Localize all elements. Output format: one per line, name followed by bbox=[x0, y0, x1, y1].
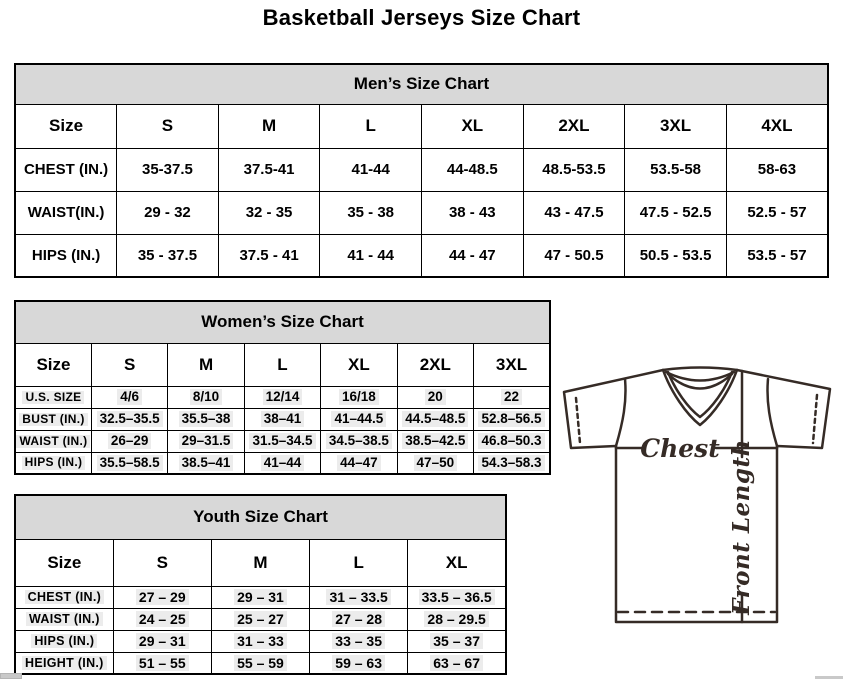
table-row bbox=[15, 386, 550, 408]
collar-v-inner bbox=[668, 372, 732, 417]
size-value-cell: 32 - 35 bbox=[218, 191, 320, 234]
cell-text: 38–41 bbox=[261, 411, 305, 427]
cell-text: 25 – 27 bbox=[234, 611, 287, 627]
size-value-cell bbox=[321, 386, 397, 408]
cell-text: 55 – 59 bbox=[234, 655, 287, 671]
size-value-cell: 35 - 38 bbox=[320, 191, 422, 234]
size-value-cell bbox=[408, 652, 506, 674]
size-value-cell: 47.5 - 52.5 bbox=[625, 191, 727, 234]
row-label bbox=[15, 652, 113, 674]
cell-text: 29 – 31 bbox=[234, 589, 287, 605]
size-value-cell bbox=[91, 386, 167, 408]
size-value-cell: 29 - 32 bbox=[117, 191, 219, 234]
size-value-cell bbox=[168, 386, 244, 408]
column-header-size: Size bbox=[15, 539, 113, 586]
cell-text: 44.5–48.5 bbox=[402, 411, 468, 427]
size-value-cell: 41-44 bbox=[320, 148, 422, 191]
size-value-cell bbox=[310, 652, 408, 674]
size-value-cell bbox=[91, 452, 167, 474]
cell-text: HIPS (IN.) bbox=[22, 456, 86, 470]
size-value-cell: 37.5-41 bbox=[218, 148, 320, 191]
size-value-cell bbox=[474, 408, 550, 430]
row-label: HIPS (IN.) bbox=[15, 234, 117, 277]
size-value-cell: 52.5 - 57 bbox=[726, 191, 828, 234]
cell-text: 52.8–56.5 bbox=[478, 411, 544, 427]
table-row bbox=[15, 191, 828, 234]
column-header-s: S bbox=[91, 343, 167, 386]
size-value-cell bbox=[113, 652, 211, 674]
cell-text: 47–50 bbox=[414, 455, 458, 471]
cell-text: 35 – 37 bbox=[430, 633, 483, 649]
sleeve-seam-left bbox=[616, 379, 626, 446]
column-header-4xl: 4XL bbox=[726, 104, 828, 148]
size-value-cell bbox=[211, 630, 309, 652]
cell-text: 8/10 bbox=[190, 389, 222, 405]
table-title: Women’s Size Chart bbox=[15, 301, 550, 343]
page-title: Basketball Jerseys Size Chart bbox=[262, 5, 581, 30]
cell-text: 20 bbox=[425, 389, 446, 405]
size-value-cell bbox=[168, 452, 244, 474]
cell-text: 34.5–38.5 bbox=[326, 433, 392, 449]
row-label bbox=[15, 408, 91, 430]
size-value-cell bbox=[474, 430, 550, 452]
size-value-cell bbox=[321, 430, 397, 452]
cell-text: 31 – 33.5 bbox=[326, 589, 390, 605]
cell-text: 26–29 bbox=[108, 433, 152, 449]
size-value-cell bbox=[310, 608, 408, 630]
size-value-cell: 44 - 47 bbox=[422, 234, 524, 277]
column-header-row bbox=[15, 104, 828, 148]
column-header-3xl: 3XL bbox=[474, 343, 550, 386]
table-row bbox=[15, 148, 828, 191]
cell-text: U.S. SIZE bbox=[22, 391, 84, 405]
size-value-cell: 58-63 bbox=[726, 148, 828, 191]
cell-text: 16/18 bbox=[339, 389, 379, 405]
scrollbar-fragment-left[interactable] bbox=[0, 673, 22, 679]
cell-text: 38.5–42.5 bbox=[402, 433, 468, 449]
size-value-cell bbox=[408, 586, 506, 608]
cell-text: 38.5–41 bbox=[179, 455, 234, 471]
table-row bbox=[15, 430, 550, 452]
collar-top-line bbox=[663, 368, 737, 371]
size-value-cell: 47 - 50.5 bbox=[523, 234, 625, 277]
row-label bbox=[15, 386, 91, 408]
size-value-cell bbox=[113, 630, 211, 652]
size-value-cell bbox=[211, 608, 309, 630]
size-value-cell bbox=[168, 430, 244, 452]
table-title-row bbox=[15, 64, 828, 104]
column-header-xl: XL bbox=[321, 343, 397, 386]
cell-text: 41–44.5 bbox=[331, 411, 386, 427]
column-header-s: S bbox=[117, 104, 219, 148]
column-header-l: L bbox=[244, 343, 320, 386]
table-row bbox=[15, 234, 828, 277]
size-value-cell bbox=[408, 630, 506, 652]
size-value-cell bbox=[168, 408, 244, 430]
size-value-cell: 48.5-53.5 bbox=[523, 148, 625, 191]
cell-text: 44–47 bbox=[337, 455, 381, 471]
size-value-cell bbox=[244, 452, 320, 474]
size-value-cell: 35-37.5 bbox=[117, 148, 219, 191]
size-value-cell: 38 - 43 bbox=[422, 191, 524, 234]
row-label bbox=[15, 630, 113, 652]
size-value-cell bbox=[244, 408, 320, 430]
column-header-m: M bbox=[218, 104, 320, 148]
cell-text: 32.5–35.5 bbox=[97, 411, 163, 427]
cell-text: WAIST (IN.) bbox=[16, 435, 90, 449]
cell-text: 33 – 35 bbox=[332, 633, 385, 649]
cell-text: 54.3–58.3 bbox=[478, 455, 544, 471]
table-title-row bbox=[15, 301, 550, 343]
size-value-cell: 37.5 - 41 bbox=[218, 234, 320, 277]
size-value-cell bbox=[113, 608, 211, 630]
table-row bbox=[15, 586, 506, 608]
table-title-row bbox=[15, 495, 506, 539]
cell-text: 63 – 67 bbox=[430, 655, 483, 671]
size-value-cell bbox=[397, 452, 473, 474]
cell-text: 24 – 25 bbox=[136, 611, 189, 627]
table-row bbox=[15, 408, 550, 430]
sleeve-cuff-left-dashed bbox=[576, 398, 580, 443]
size-value-cell bbox=[113, 586, 211, 608]
chest-label: Chest bbox=[640, 434, 720, 463]
size-value-cell bbox=[321, 408, 397, 430]
row-label bbox=[15, 452, 91, 474]
row-label bbox=[15, 430, 91, 452]
size-value-cell: 44-48.5 bbox=[422, 148, 524, 191]
cell-text: 4/6 bbox=[117, 389, 142, 405]
size-value-cell: 53.5-58 bbox=[625, 148, 727, 191]
column-header-l: L bbox=[320, 104, 422, 148]
column-header-row bbox=[15, 539, 506, 586]
cell-text: WAIST (IN.) bbox=[26, 612, 103, 626]
row-label: CHEST (IN.) bbox=[15, 148, 117, 191]
cell-text: BUST (IN.) bbox=[19, 413, 87, 427]
column-header-m: M bbox=[168, 343, 244, 386]
front-length-label: Front Length bbox=[728, 439, 755, 615]
size-value-cell bbox=[310, 586, 408, 608]
youth-size-chart-table bbox=[14, 494, 507, 675]
cell-text: 41–44 bbox=[261, 455, 305, 471]
size-value-cell: 35 - 37.5 bbox=[117, 234, 219, 277]
jersey-measurement-diagram bbox=[555, 362, 835, 634]
jersey-outline-path bbox=[564, 370, 830, 622]
size-value-cell bbox=[321, 452, 397, 474]
table-row bbox=[15, 452, 550, 474]
cell-text: HIPS (IN.) bbox=[31, 634, 97, 648]
column-header-row bbox=[15, 343, 550, 386]
size-value-cell: 43 - 47.5 bbox=[523, 191, 625, 234]
cell-text: 59 – 63 bbox=[332, 655, 385, 671]
cell-text: 22 bbox=[501, 389, 522, 405]
size-value-cell bbox=[397, 408, 473, 430]
size-value-cell bbox=[244, 430, 320, 452]
cell-text: 29 – 31 bbox=[136, 633, 189, 649]
cell-text: 28 – 29.5 bbox=[424, 611, 488, 627]
cell-text: 29–31.5 bbox=[179, 433, 234, 449]
cell-text: 51 – 55 bbox=[136, 655, 189, 671]
column-header-3xl: 3XL bbox=[625, 104, 727, 148]
mens-size-chart-table bbox=[14, 63, 829, 278]
cell-text: 27 – 28 bbox=[332, 611, 385, 627]
sleeve-seam-right bbox=[767, 379, 777, 446]
column-header-2xl: 2XL bbox=[523, 104, 625, 148]
size-value-cell bbox=[474, 386, 550, 408]
column-header-size: Size bbox=[15, 104, 117, 148]
cell-text: 33.5 – 36.5 bbox=[419, 589, 495, 605]
size-value-cell: 50.5 - 53.5 bbox=[625, 234, 727, 277]
sleeve-cuff-right-dashed bbox=[813, 395, 817, 443]
cell-text: 35.5–58.5 bbox=[97, 455, 163, 471]
size-value-cell: 41 - 44 bbox=[320, 234, 422, 277]
size-value-cell bbox=[211, 652, 309, 674]
size-value-cell: 53.5 - 57 bbox=[726, 234, 828, 277]
column-header-l: L bbox=[310, 539, 408, 586]
cell-text: HEIGHT (IN.) bbox=[22, 656, 107, 670]
cell-text: CHEST (IN.) bbox=[25, 590, 104, 604]
cell-text: 46.8–50.3 bbox=[478, 433, 544, 449]
size-value-cell bbox=[310, 630, 408, 652]
column-header-xl: XL bbox=[422, 104, 524, 148]
cell-text: 31 – 33 bbox=[234, 633, 287, 649]
size-value-cell bbox=[91, 430, 167, 452]
column-header-xl: XL bbox=[408, 539, 506, 586]
column-header-m: M bbox=[211, 539, 309, 586]
column-header-2xl: 2XL bbox=[397, 343, 473, 386]
size-value-cell bbox=[211, 586, 309, 608]
table-title: Youth Size Chart bbox=[15, 495, 506, 539]
table-title: Men’s Size Chart bbox=[15, 64, 828, 104]
table-row bbox=[15, 608, 506, 630]
size-value-cell bbox=[91, 408, 167, 430]
column-header-size: Size bbox=[15, 343, 91, 386]
size-value-cell bbox=[397, 430, 473, 452]
cell-text: 31.5–34.5 bbox=[249, 433, 315, 449]
cell-text: 27 – 29 bbox=[136, 589, 189, 605]
size-value-cell bbox=[397, 386, 473, 408]
row-label: WAIST(IN.) bbox=[15, 191, 117, 234]
column-header-s: S bbox=[113, 539, 211, 586]
table-row bbox=[15, 630, 506, 652]
size-value-cell bbox=[408, 608, 506, 630]
row-label bbox=[15, 608, 113, 630]
cell-text: 35.5–38 bbox=[179, 411, 234, 427]
size-value-cell bbox=[474, 452, 550, 474]
table-row bbox=[15, 652, 506, 674]
womens-size-chart-table bbox=[14, 300, 551, 475]
row-label bbox=[15, 586, 113, 608]
cell-text: 12/14 bbox=[263, 389, 303, 405]
size-value-cell bbox=[244, 386, 320, 408]
